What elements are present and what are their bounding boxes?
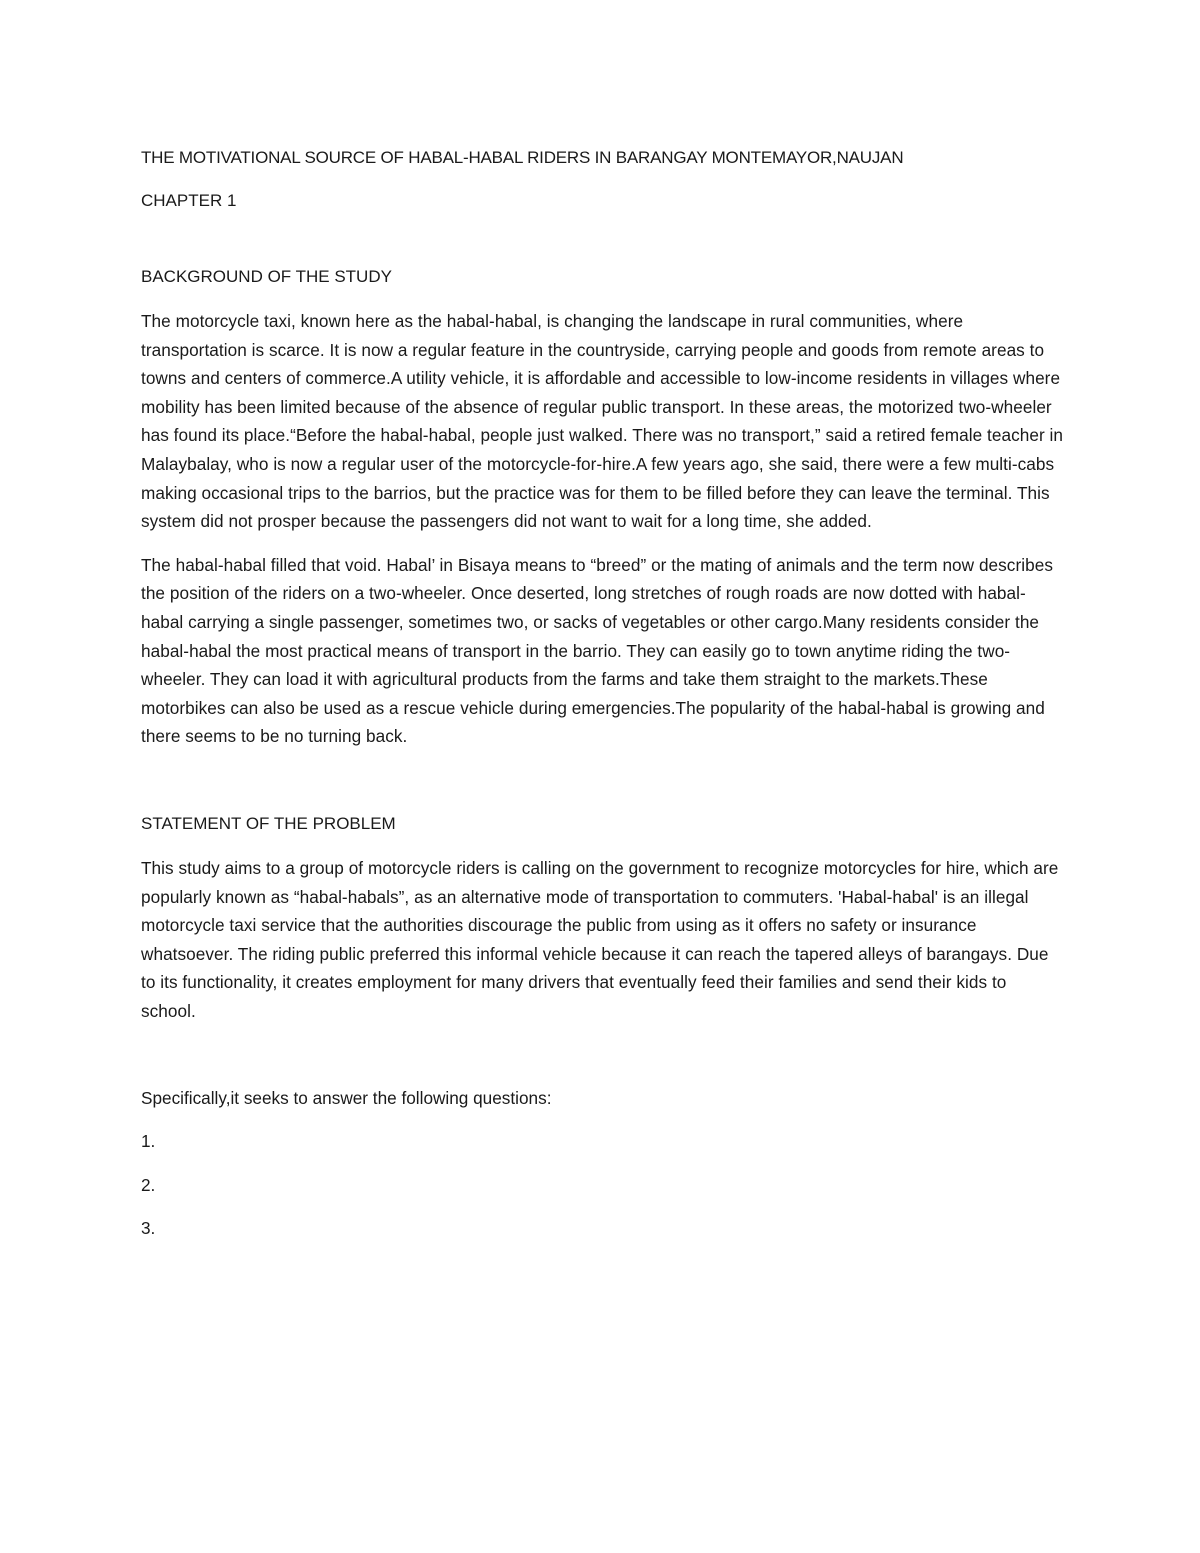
document-body xyxy=(141,144,1066,1258)
chapter-label: CHAPTER 1 xyxy=(141,191,237,210)
problem-heading: STATEMENT OF THE PROBLEM xyxy=(141,813,396,833)
background-heading: BACKGROUND OF THE STUDY xyxy=(141,267,392,286)
document-title: THE MOTIVATIONAL SOURCE OF HABAL-HABAL RIDERS IN BARANGAY MONTEMAYOR,NAUJAN xyxy=(141,148,904,167)
questions-intro: Specifically,it seeks to answer the following questions: xyxy=(141,1088,552,1109)
question-item-1: 1. xyxy=(141,1131,156,1152)
question-item-2: 2. xyxy=(141,1174,156,1195)
background-paragraph-1: The motorcycle taxi, known here as the habal-habal, is changing the landscape in rural communities, where transportation is scarce. It is now a regular feature in the countryside, carrying people and goods from remote areas to towns and centers of commerce.A utility vehicle, it is affordable and accessible to low-income residents in villages where mobility has been limited because of the absence of regular public transport. In these areas, the motorized two-wheeler has found its place.“Before the habal-habal, people just walked. There was no transport,” said a retired female teacher in Malaybalay, who is now a regular user of the motorcycle-for-hire.A few years ago, she said, there were a few multi-cabs making occasional trips to the barrios, but the practice was for them to be filled before they can leave the terminal. This system did not prosper because the passengers did not want to wait for a long time, she added. xyxy=(141,311,1064,532)
background-paragraph-2: The habal-habal filled that void. Habal’ in Bisaya means to “breed” or the mating of animals and the term now describes the position of the riders on a two-wheeler. Once deserted, long stretches of rough roads are now dotted with habal-habal carrying a single passenger, sometimes two, or sacks of vegetables or other cargo.Many residents consider the habal-habal the most practical means of transport in the barrio. They can easily go to town anytime riding the two-wheeler. They can load it with agricultural products from the farms and take them straight to the markets.These motorbikes can also be used as a rescue vehicle during emergencies.The popularity of the habal-habal is growing and there seems to be no turning back. xyxy=(141,554,1053,747)
problem-paragraph: This study aims to a group of motorcycle riders is calling on the government to recognize motorcycles for hire, which are popularly known as “habal-habals”, as an alternative mode of transportation to commuters. 'Habal-habal' is an illegal motorcycle taxi service that the authorities discourage the public from using as it offers no safety or insurance whatsoever. The riding public preferred this informal vehicle because it can reach the tapered alleys of barangays. Due to its functionality, it creates employment for many drivers that eventually feed their families and send their kids to school. xyxy=(141,857,1059,1021)
question-item-3: 3. xyxy=(141,1218,156,1239)
question-list xyxy=(141,1127,1066,1243)
